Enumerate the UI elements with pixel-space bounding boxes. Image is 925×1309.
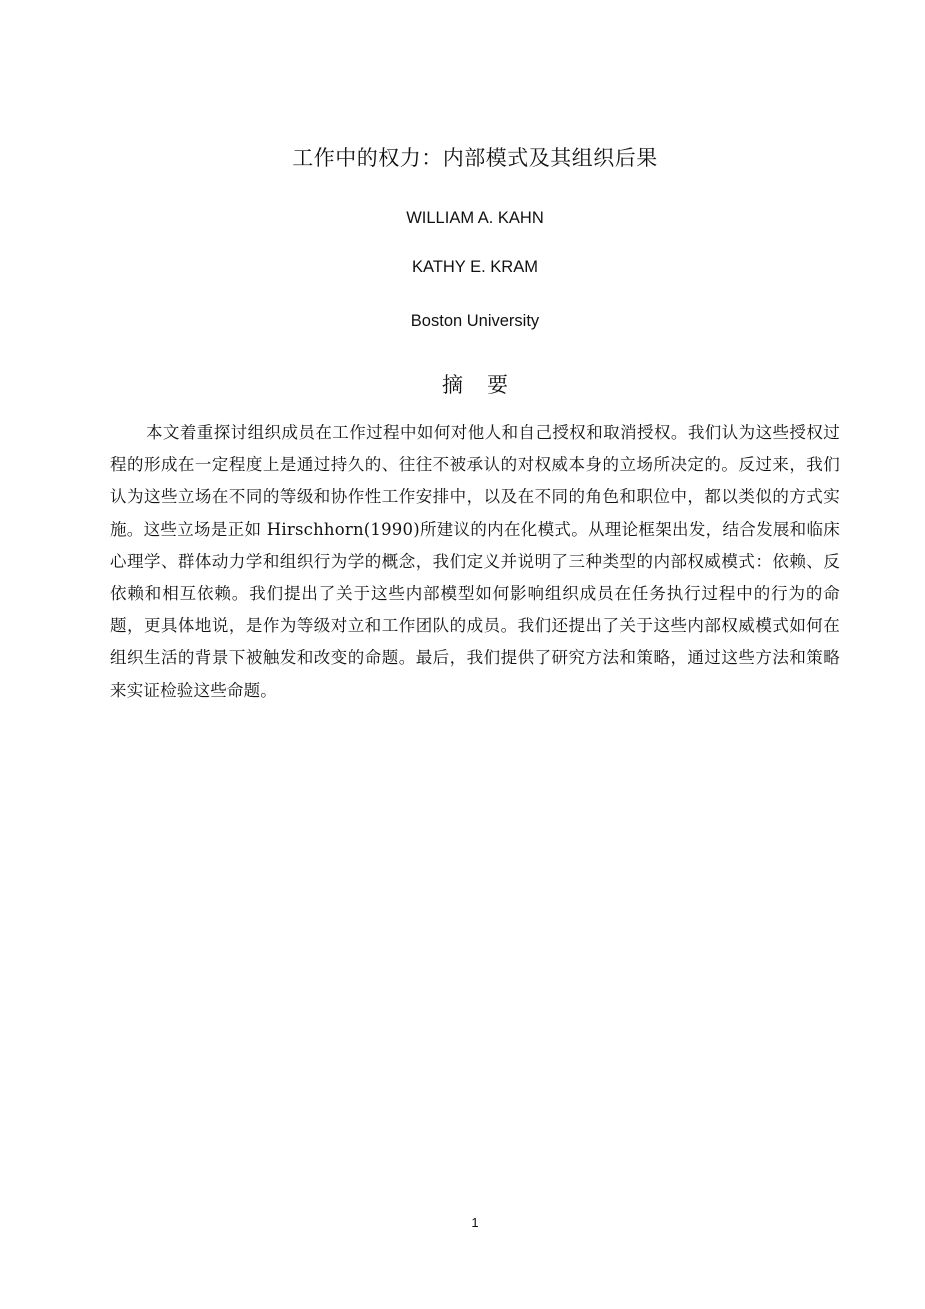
author-name: KATHY E. KRAM: [412, 258, 538, 276]
abstract-body: 本文着重探讨组织成员在工作过程中如何对他人和自己授权和取消授权。我们认为这些授权过程的形成在一定程度上是通过持久的、往往不被承认的对权威本身的立场所决定的。反过来，我们认为这些立场在不同的等级和协作性工作安排中，以及在不同的角色和职位中，都以类似的方式实施。这些立场是正如 Hirschhorn(1990)所建议的内在化模式。从理论框架出发，结合发展和临床心理学、群体动力学和组织行为学的概念，我们定义并说明了三种类型的内部权威模式：依赖、反依赖和相互依赖。我们提出了关于这些内部模型如何影响组织成员在任务执行过程中的行为的命题，更具体地说，是作为等级对立和工作团队的成员。我们还提出了关于这些内部权威模式如何在组织生活的背景下被触发和改变的命题。最后，我们提供了研究方法和策略，通过这些方法和策略来实证检验这些命题。: [110, 423, 840, 700]
author-name: WILLIAM A. KAHN: [406, 209, 544, 227]
abstract-heading: 摘要: [442, 373, 532, 397]
author-affiliation: Boston University: [410, 312, 540, 330]
paper-title: 工作中的权力：内部模式及其组织后果: [292, 146, 658, 170]
page-number: 1: [471, 1215, 479, 1230]
